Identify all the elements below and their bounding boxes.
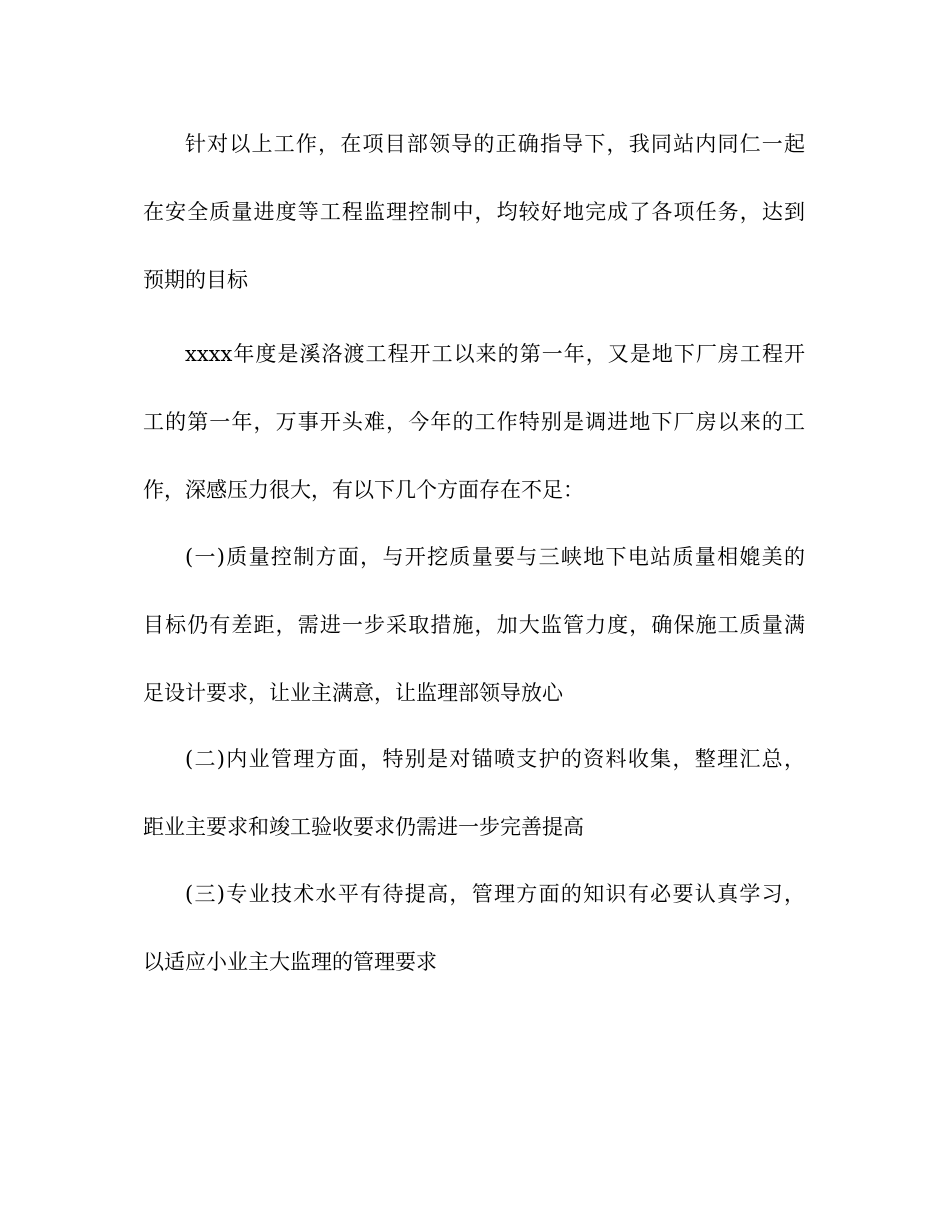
paragraph-1 xyxy=(143,110,805,314)
paragraph-2-line-1: xxxx年度是溪洛渡工程开工以来的第一年，又是地下厂房工程开 xyxy=(185,342,805,366)
paragraph-1-line-2: 在安全质量进度等工程监理控制中，均较好地完成了各项任务，达到 xyxy=(143,200,805,224)
paragraph-5-line-2: 以适应小业主大监理的管理要求 xyxy=(143,950,437,974)
paragraph-5 xyxy=(143,860,805,996)
paragraph-2-line-3: 作，深感压力很大，有以下几个方面存在不足： xyxy=(143,478,584,502)
paragraph-3-line-2: 目标仍有差距，需进一步采取措施，加大监管力度，确保施工质量满 xyxy=(143,613,805,637)
paragraph-3 xyxy=(143,523,805,727)
paragraph-4 xyxy=(143,725,805,861)
paragraph-3-line-1: (一)质量控制方面，与开挖质量要与三峡地下电站质量相媲美的 xyxy=(185,545,805,569)
paragraph-4-line-1: (二)内业管理方面，特别是对锚喷支护的资料收集，整理汇总， xyxy=(185,747,805,771)
paragraph-1-line-3: 预期的目标 xyxy=(143,268,248,292)
paragraph-2-line-2: 工的第一年，万事开头难，今年的工作特别是调进地下厂房以来的工 xyxy=(143,410,805,434)
paragraph-1-line-1: 针对以上工作，在项目部领导的正确指导下，我同站内同仁一起 xyxy=(185,132,805,156)
paragraph-2 xyxy=(143,320,805,524)
paragraph-5-line-1: (三)专业技术水平有待提高，管理方面的知识有必要认真学习， xyxy=(185,882,805,906)
paragraph-4-line-2: 距业主要求和竣工验收要求仍需进一步完善提高 xyxy=(143,815,584,839)
paragraph-3-line-3: 足设计要求，让业主满意，让监理部领导放心 xyxy=(143,681,563,705)
